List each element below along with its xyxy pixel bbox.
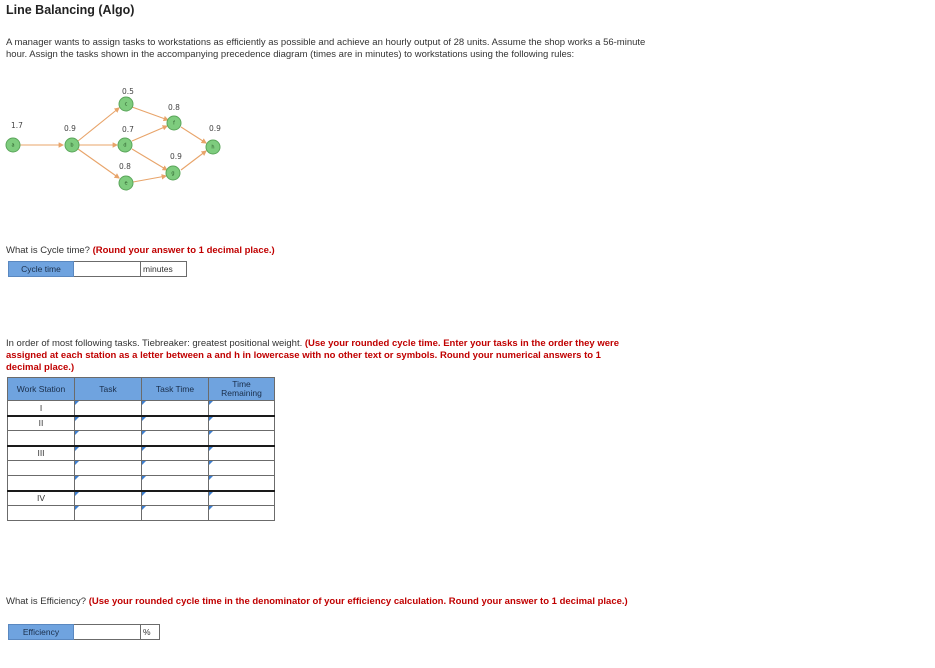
task-input[interactable]: [75, 506, 142, 521]
arrow-e-g: [133, 176, 166, 182]
assignment-question: [6, 338, 636, 374]
table-row: [8, 461, 275, 476]
efficiency-instruction: (Use your rounded cycle time in the denominator of your efficiency calculation. Round your answer to 1 decimal place.): [88, 596, 628, 607]
time-remaining-input[interactable]: [209, 416, 275, 431]
table-row: [8, 476, 275, 491]
svg-text:0.8: 0.8: [168, 103, 180, 112]
svg-text:g: g: [171, 170, 175, 177]
node-b: [64, 124, 79, 152]
table-row: [8, 401, 275, 416]
task-input[interactable]: [75, 401, 142, 416]
node-c: [119, 87, 134, 111]
node-e: [119, 162, 133, 190]
workstation-table: [7, 377, 275, 521]
node-d: [118, 125, 134, 152]
table-row: [8, 446, 275, 461]
time-remaining-input[interactable]: [209, 506, 275, 521]
station-label-2: II: [8, 416, 75, 431]
page-title: Line Balancing (Algo): [6, 3, 135, 17]
time-remaining-input[interactable]: [209, 431, 275, 446]
station-cell-empty: [8, 506, 75, 521]
header-work-station: Work Station: [8, 378, 75, 401]
node-a: [6, 121, 23, 152]
task-input[interactable]: [75, 461, 142, 476]
arrow-d-g: [132, 149, 167, 170]
svg-text:0.9: 0.9: [64, 124, 76, 133]
svg-text:1.7: 1.7: [11, 121, 23, 130]
cycle-time-instruction: (Round your answer to 1 decimal place.): [92, 245, 275, 256]
efficiency-question-text: What is Efficiency?: [6, 596, 87, 607]
table-row: [8, 431, 275, 446]
efficiency-unit: %: [141, 624, 160, 640]
task-time-input[interactable]: [142, 431, 209, 446]
node-f: [167, 103, 181, 130]
header-task-time: Task Time: [142, 378, 209, 401]
svg-text:h: h: [211, 144, 215, 151]
assignment-question-text: In order of most following tasks. Tiebreaker: greatest positional weight.: [6, 338, 303, 349]
arrow-b-c: [78, 108, 119, 141]
table-row: [8, 491, 275, 506]
cycle-time-label: Cycle time: [8, 261, 74, 277]
svg-text:f: f: [173, 120, 175, 127]
efficiency-question: [6, 596, 646, 608]
task-input[interactable]: [75, 416, 142, 431]
station-label-1: I: [8, 401, 75, 416]
svg-text:0.8: 0.8: [119, 162, 131, 171]
time-remaining-input[interactable]: [209, 476, 275, 491]
node-g: [166, 152, 182, 180]
task-time-input[interactable]: [142, 491, 209, 506]
table-row: [8, 506, 275, 521]
svg-text:0.9: 0.9: [170, 152, 182, 161]
task-time-input[interactable]: [142, 446, 209, 461]
arrow-d-f: [132, 126, 167, 141]
efficiency-input[interactable]: [74, 624, 141, 640]
svg-text:0.5: 0.5: [122, 87, 134, 96]
time-remaining-input[interactable]: [209, 446, 275, 461]
precedence-diagram: [0, 84, 240, 196]
station-cell-empty: [8, 461, 75, 476]
task-time-input[interactable]: [142, 476, 209, 491]
arrow-c-f: [132, 107, 168, 120]
station-cell-empty: [8, 476, 75, 491]
cycle-time-input[interactable]: [74, 261, 141, 277]
task-input[interactable]: [75, 476, 142, 491]
arrow-g-h: [181, 151, 206, 170]
arrow-b-e: [78, 149, 119, 178]
svg-text:a: a: [11, 142, 15, 149]
header-task: Task: [75, 378, 142, 401]
node-h: [206, 124, 221, 154]
task-time-input[interactable]: [142, 416, 209, 431]
task-input[interactable]: [75, 491, 142, 506]
time-remaining-input[interactable]: [209, 491, 275, 506]
time-remaining-input[interactable]: [209, 461, 275, 476]
cycle-time-question: [6, 245, 275, 257]
assignment-instruction: (Use your rounded cycle time. Enter your tasks in the order they were assigned at each station as a letter between a and h in lowercase with no other text or symbols. Round your numerical answers to 1 decimal place.): [6, 338, 619, 373]
cycle-time-unit: minutes: [141, 261, 187, 277]
arrow-f-h: [181, 127, 206, 143]
svg-text:0.7: 0.7: [122, 125, 134, 134]
svg-text:0.9: 0.9: [209, 124, 221, 133]
task-input[interactable]: [75, 431, 142, 446]
problem-intro: A manager wants to assign tasks to workstations as efficiently as possible and achieve an hourly output of 28 units. Assume the shop works a 56-minute hour. Assign the tasks shown in the accompanying precedence diagram (times are in minutes) to workstations using the following rules:: [6, 37, 646, 60]
time-remaining-input[interactable]: [209, 401, 275, 416]
svg-text:c: c: [124, 101, 128, 108]
station-label-4: IV: [8, 491, 75, 506]
task-time-input[interactable]: [142, 401, 209, 416]
table-row: [8, 416, 275, 431]
station-label-3: III: [8, 446, 75, 461]
svg-text:e: e: [124, 180, 128, 187]
svg-text:b: b: [70, 142, 74, 149]
task-input[interactable]: [75, 446, 142, 461]
svg-text:d: d: [123, 142, 127, 149]
station-cell-empty: [8, 431, 75, 446]
header-time-remaining: Time Remaining: [209, 378, 275, 401]
efficiency-label: Efficiency: [8, 624, 74, 640]
efficiency-row: [8, 624, 160, 640]
cycle-time-row: [8, 261, 187, 277]
task-time-input[interactable]: [142, 461, 209, 476]
cycle-time-question-text: What is Cycle time?: [6, 245, 90, 256]
task-time-input[interactable]: [142, 506, 209, 521]
